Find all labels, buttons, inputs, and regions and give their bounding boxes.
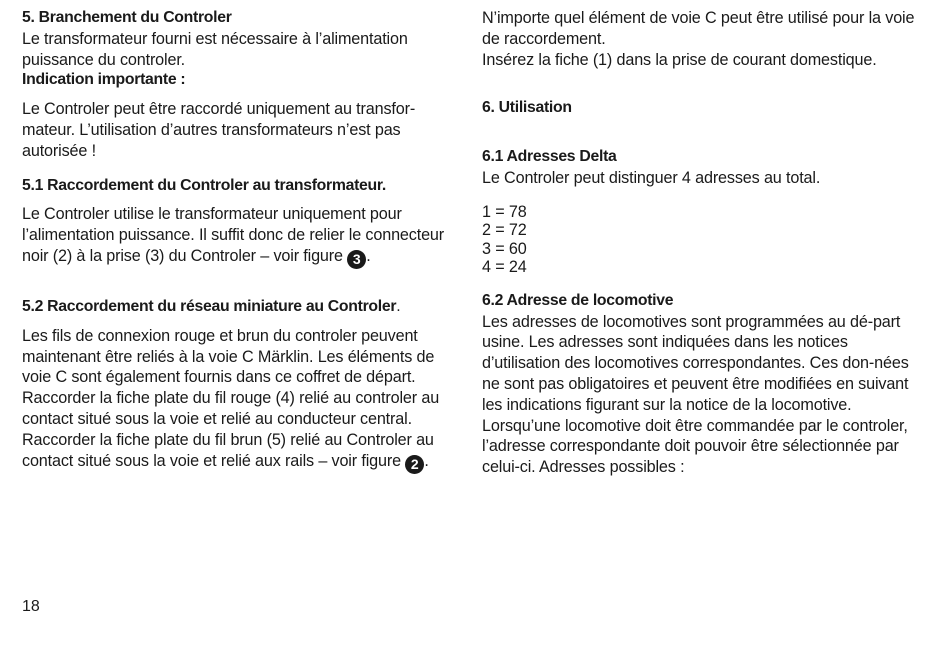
address-item: 3 = 60 — [482, 239, 527, 258]
section-5-2-text-1: Les fils de connexion rouge et brun du controler peuvent maintenant être reliés à la voie C Märklin. Les éléments de voie C sont également fournis dans ce coffret de départ. — [22, 326, 435, 387]
section-6-title: 6. Utilisation — [482, 99, 572, 117]
section-6-1-text: Le Controler peut distinguer 4 adresses au total. — [482, 168, 821, 187]
section-6-2-text: Les adresses de locomotives sont programmées au dé-part usine. Les adresses sont indiquées dans les notices d’utilisation des locomotives correspondantes. Ces don-nées ne sont pas obligatoires et peuvent être modifiées en suivant les indications figurant sur la notice de la locomotive. Lorsqu’une locomotive doit être commandée par le controler, l’adresse correspondante doit pouvoir être sélectionnée par celui-ci. Adresses possibles : — [482, 312, 909, 477]
section-5-1-text: Le Controler utilise le transformateur uniquement pour l’alimentation puissance. Il suffit donc de relier le connecteur noir (2) à la prise (3) du Controler – voir figure — [22, 205, 445, 265]
important-notice-text: Le Controler peut être raccordé uniquement au transfor-mateur. L’utilisation d’autres transformateurs n’est pas autorisée ! — [22, 100, 416, 160]
section-6-1-title: 6.1 Adresses Delta — [482, 148, 617, 166]
figure-2-badge: 2 — [405, 455, 424, 474]
section-5-1-title: 5.1 Raccordement du Controler au transformateur. — [22, 176, 386, 194]
section-5-title: 5. Branchement du Controler — [22, 9, 232, 26]
section-5-2-title: 5.2 Raccordement du réseau miniature au Controler. — [22, 297, 401, 315]
section-5-2-text-2: Raccorder la fiche plate du fil rouge (4) relié au controler au contact situé sous la voie et relié au conducteur central. Raccorder la fiche plate du fil brun (5) relié au Controler au contact situé sous la voie et relié aux rails – voir figure — [22, 389, 440, 470]
section-6-2-title: 6.2 Adresse de locomotive — [482, 291, 674, 309]
address-item: 2 = 72 — [482, 221, 527, 240]
left-column — [22, 8, 454, 474]
right-intro-text-2: Insérez la fiche (1) dans la prise de courant domestique. — [482, 50, 877, 69]
figure-3-badge: 3 — [347, 250, 366, 269]
section-5-2-title-text: 5.2 Raccordement du réseau miniature au Controler — [22, 297, 397, 315]
address-item: 1 = 78 — [482, 202, 527, 221]
delta-address-list — [482, 203, 922, 277]
section-5-text: Le transformateur fourni est nécessaire à l’alimentation puissance du controler. — [22, 29, 408, 69]
page-number: 18 — [22, 598, 40, 615]
important-notice-title: Indication importante : — [22, 71, 186, 89]
section-5-1-paragraph: Le Controler utilise le transformateur uniquement pour l’alimentation puissance. Il suffit donc de relier le connecteur noir (2) à la prise (3) du Controler – voir figure 3 . — [22, 205, 445, 267]
right-column — [482, 8, 922, 478]
section-5-2-paragraph-2: Raccorder la fiche plate du fil rouge (4) relié au controler au contact situé sous la voie et relié au conducteur central. Raccorder la fiche plate du fil brun (5) relié au Controler au contact situé sous la voie et relié aux rails – voir figure 2 . — [22, 389, 440, 472]
address-item: 4 = 24 — [482, 258, 527, 277]
right-intro-text-1: N’importe quel élément de voie C peut être utilisé pour la voie de raccordement. — [482, 9, 915, 48]
